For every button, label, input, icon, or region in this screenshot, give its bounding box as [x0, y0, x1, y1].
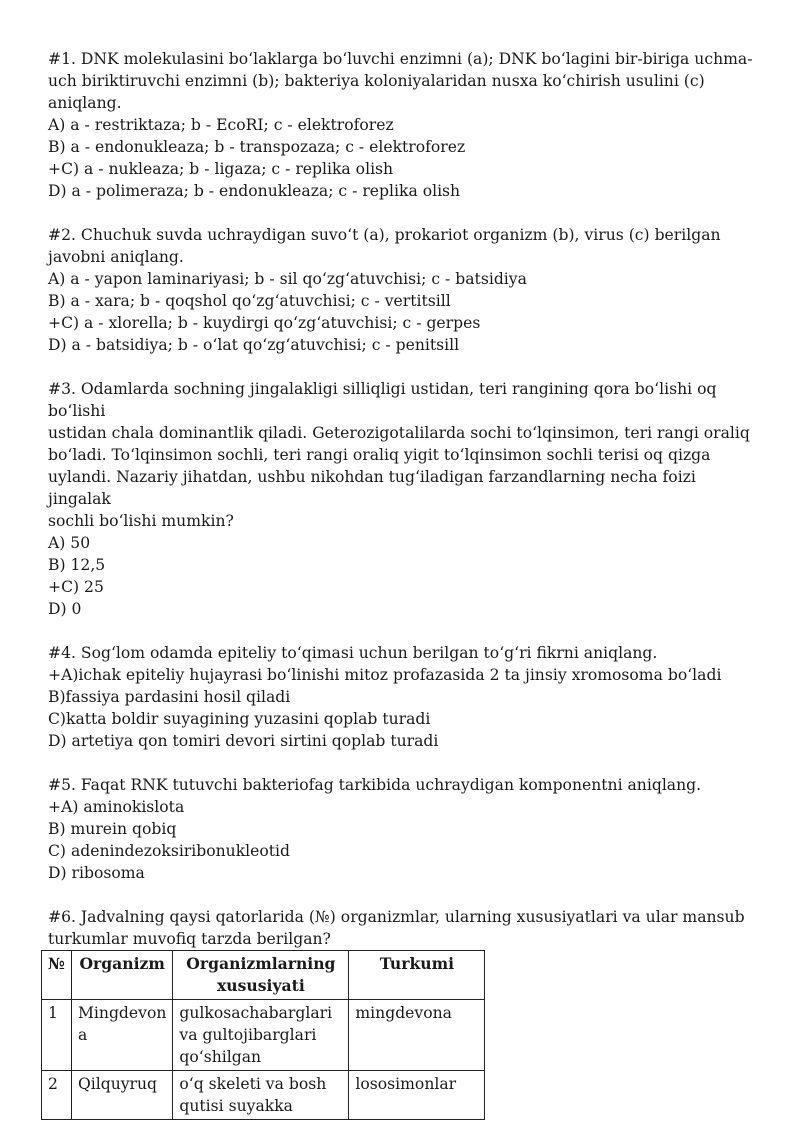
question-2 [48, 224, 760, 356]
answer-option: D) artetiya qon tomiri devori sirtini qoplab turadi [48, 732, 439, 750]
answer-option: B)fassiya pardasini hosil qiladi [48, 688, 291, 706]
question-stem-line: ustidan chala dominantlik qiladi. Geterozigotalilarda sochi to‘lqinsimon, teri rangi oraliq [48, 424, 750, 442]
answer-option-correct: +C) a - xlorella; b - kuydirgi qo‘zg‘atuvchisi; c - gerpes [48, 314, 481, 332]
organism-table [41, 950, 485, 1120]
table-cell: lososimonlar [349, 1071, 485, 1120]
table-header-cell: № [42, 951, 72, 1000]
question-4 [48, 642, 760, 752]
answer-option-correct: +A)ichak epiteliy hujayrasi bo‘linishi mitoz profazasida 2 ta jinsiy xromosoma bo‘ladi [48, 666, 722, 684]
question-stem-line: javobni aniqlang. [48, 248, 184, 266]
question-stem-line: uch biriktiruvchi enzimni (b); bakteriya koloniyalaridan nusxa ko‘chirish usulini (c) [48, 72, 705, 90]
question-1 [48, 48, 760, 202]
table-header-cell: Organizm [71, 951, 172, 1000]
answer-option: B) a - endonukleaza; b - transpozaza; c - elektroforez [48, 138, 466, 156]
table-cell: mingdevona [349, 1000, 485, 1071]
question-stem-line: #4. Sog‘lom odamda epiteliy to‘qimasi uchun berilgan to‘g‘ri fikrni aniqlang. [48, 644, 658, 662]
question-stem-line: sochli bo‘lishi mumkin? [48, 512, 234, 530]
question-stem-line: #2. Chuchuk suvda uchraydigan suvo‘t (a), prokariot organizm (b), virus (c) berilgan [48, 226, 721, 244]
table-header-row [42, 951, 485, 1000]
table-row [42, 1000, 485, 1071]
answer-option: A) a - yapon laminariyasi; b - sil qo‘zg‘atuvchisi; c - batsidiya [48, 270, 527, 288]
answer-option: C)katta boldir suyagining yuzasini qoplab turadi [48, 710, 431, 728]
question-stem-line: #1. DNK molekulasini bo‘laklarga bo‘luvchi enzimni (a); DNK bo‘lagini bir-biriga uchma- [48, 50, 753, 68]
question-stem-line: #6. Jadvalning qaysi qatorlarida (№) organizmlar, ularning xususiyatlari va ular mansub [48, 908, 745, 926]
table-cell: Mingdevon a [71, 1000, 172, 1071]
answer-option: B) 12,5 [48, 556, 106, 574]
question-stem-line: #3. Odamlarda sochning jingalakligi silliqligi ustidan, teri rangining qora bo‘lishi oq bo‘lishi [48, 380, 722, 420]
table-cell: 1 [42, 1000, 72, 1071]
answer-option-correct: +C) 25 [48, 578, 104, 596]
answer-option: B) murein qobiq [48, 820, 177, 838]
question-6 [48, 906, 760, 1120]
table-cell: gulkosachabarglari va gultojibarglari qo‘shilgan [173, 1000, 349, 1071]
answer-option: B) a - xara; b - qoqshol qo‘zg‘atuvchisi; c - vertitsill [48, 292, 451, 310]
table-header-cell: Turkumi [349, 951, 485, 1000]
question-stem-line: bo‘ladi. To‘lqinsimon sochli, teri rangi oraliq yigit to‘lqinsimon sochli terisi oq qizga [48, 446, 711, 464]
table-row [42, 1071, 485, 1120]
question-stem-line: uylandi. Nazariy jihatdan, ushbu nikohdan tug‘iladigan farzandlarning necha foizi jingalak [48, 468, 701, 508]
question-3 [48, 378, 760, 620]
answer-option: A) a - restriktaza; b - EcoRI; c - elektroforez [48, 116, 394, 134]
answer-option: C) adenindezoksiribonukleotid [48, 842, 290, 860]
answer-option: D) 0 [48, 600, 82, 618]
table-cell: o‘q skeleti va bosh qutisi suyakka [173, 1071, 349, 1120]
table-header-cell: Organizmlarning xususiyati [173, 951, 349, 1000]
document-page [48, 48, 760, 1120]
answer-option-correct: +A) aminokislota [48, 798, 185, 816]
answer-option-correct: +C) a - nukleaza; b - ligaza; c - replika olish [48, 160, 394, 178]
question-stem-line: aniqlang. [48, 94, 122, 112]
answer-option: A) 50 [48, 534, 91, 552]
question-stem-line: turkumlar muvofiq tarzda berilgan? [48, 930, 331, 948]
answer-option: D) a - polimeraza; b - endonukleaza; c - replika olish [48, 182, 461, 200]
question-5 [48, 774, 760, 884]
question-stem-line: #5. Faqat RNK tutuvchi bakteriofag tarkibida uchraydigan komponentni aniqlang. [48, 776, 702, 794]
table-cell: 2 [42, 1071, 72, 1120]
answer-option: D) a - batsidiya; b - o‘lat qo‘zg‘atuvchisi; c - penitsill [48, 336, 460, 354]
answer-option: D) ribosoma [48, 864, 145, 882]
table-cell: Qilquyruq [71, 1071, 172, 1120]
